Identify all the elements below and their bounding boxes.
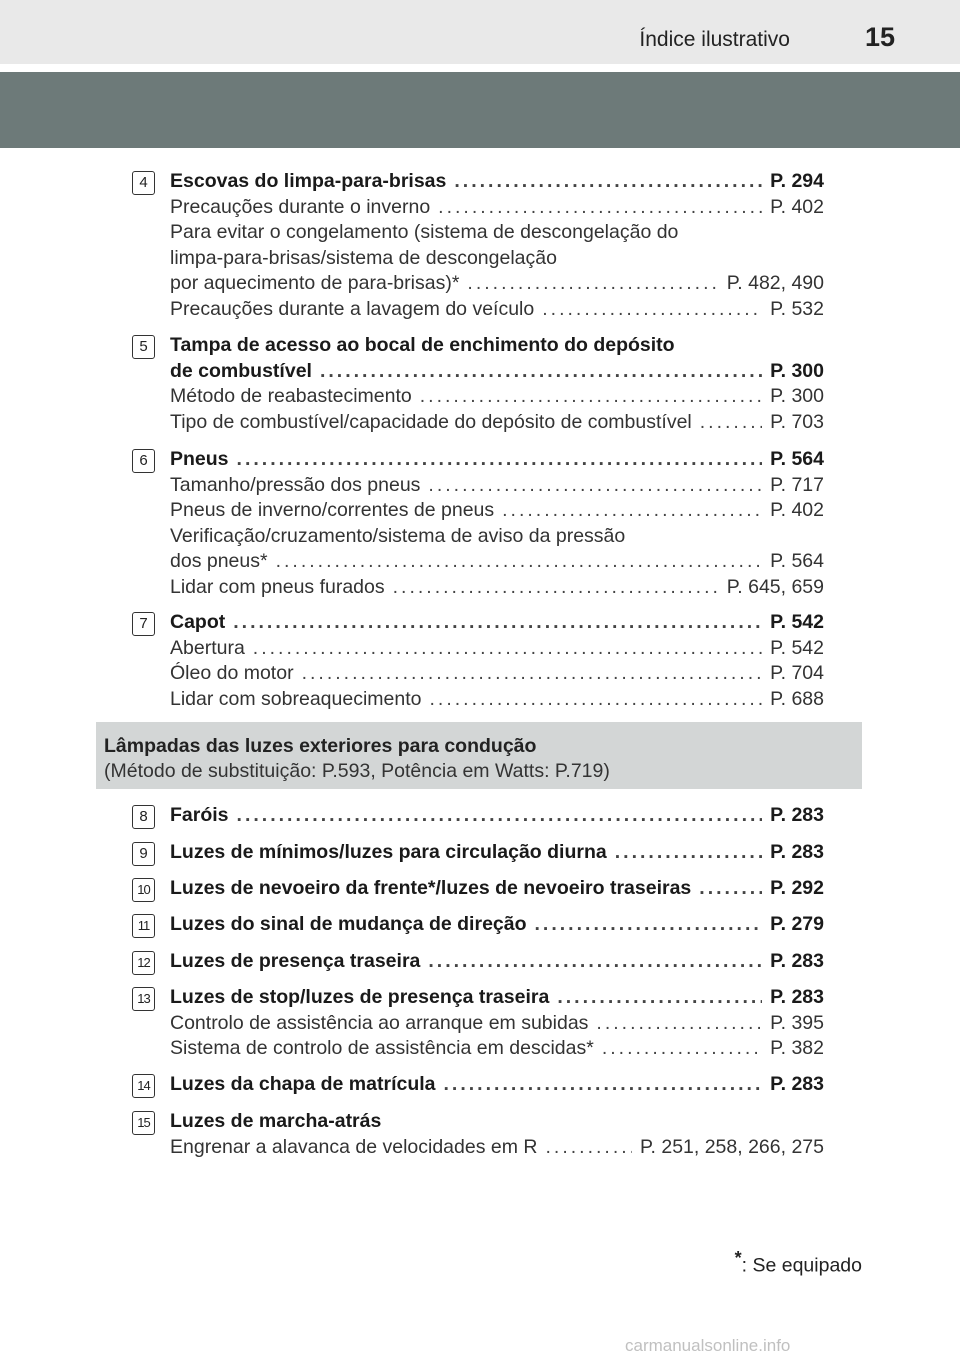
index-entry-main xyxy=(170,1110,824,1136)
item-number: 5 xyxy=(132,335,155,359)
entry-label: Sistema de controlo de assistência em descidas* xyxy=(170,1037,594,1059)
entry-label: Tamanho/pressão dos pneus xyxy=(170,473,421,496)
dot-leader xyxy=(535,913,763,936)
index-entry-sub xyxy=(170,474,824,500)
page-reference: P. 294 xyxy=(770,170,824,192)
page-reference: P. 703 xyxy=(770,410,824,433)
dot-leader xyxy=(542,298,762,321)
entry-label: Engrenar a alavanca de velocidades em R xyxy=(170,1135,538,1158)
footnote-mark: * xyxy=(734,1248,742,1268)
item-number: 12 xyxy=(132,951,155,975)
page-reference: P. 542 xyxy=(770,611,824,633)
index-entry-sub xyxy=(170,688,824,714)
page-number: 15 xyxy=(864,22,896,52)
index-entry-sub xyxy=(170,385,824,411)
dot-leader xyxy=(276,550,763,573)
entry-label: Capot xyxy=(170,611,226,633)
page-reference: P. 283 xyxy=(770,804,824,826)
item-number: 11 xyxy=(132,914,155,938)
item-number: 8 xyxy=(132,805,155,829)
page-reference: P. 283 xyxy=(770,950,824,972)
dot-leader xyxy=(253,637,762,660)
page-reference: P. 532 xyxy=(770,297,824,320)
illustration-band xyxy=(0,72,960,148)
dot-leader xyxy=(596,1012,762,1035)
page-reference: P. 300 xyxy=(770,359,824,382)
item-number: 9 xyxy=(132,842,155,866)
page-reference: P. 564 xyxy=(770,448,824,470)
page-reference: P. 402 xyxy=(770,195,824,218)
item-number: 4 xyxy=(132,171,155,195)
page-reference: P. 688 xyxy=(770,687,824,710)
page-reference: P. 395 xyxy=(770,1011,824,1034)
entry-label: Luzes de presença traseira xyxy=(170,950,421,972)
entry-label: Pneus xyxy=(170,448,229,470)
index-entry-sub xyxy=(170,499,824,525)
item-number: 14 xyxy=(132,1074,155,1098)
entry-label: Controlo de assistência ao arranque em subidas xyxy=(170,1011,589,1034)
index-entry-sub xyxy=(170,247,824,273)
dot-leader xyxy=(700,411,762,434)
entry-label: Lidar com pneus furados xyxy=(170,575,385,598)
page-reference: P. 283 xyxy=(770,841,824,863)
dot-leader xyxy=(502,499,762,522)
entry-label: por aquecimento de para-brisas)* xyxy=(170,272,460,294)
index-entry-sub xyxy=(170,525,824,551)
dot-leader xyxy=(320,360,762,383)
item-number: 6 xyxy=(132,449,155,473)
item-number: 13 xyxy=(132,987,155,1011)
lamps-section-title: Lâmpadas das luzes exteriores para condução xyxy=(104,735,537,757)
page-reference: P. 292 xyxy=(770,877,824,899)
dot-leader xyxy=(438,196,762,219)
dot-leader xyxy=(699,877,762,900)
page-reference: P. 704 xyxy=(770,662,824,684)
index-entry-main xyxy=(170,986,824,1012)
item-number: 15 xyxy=(132,1111,155,1135)
index-entry-sub xyxy=(170,196,824,222)
entry-label: Luzes da chapa de matrícula xyxy=(170,1073,436,1095)
index-entry-main xyxy=(170,334,824,360)
page-reference: P. 645, 659 xyxy=(726,575,824,598)
entry-label: Para evitar o congelamento (sistema de descongelação do xyxy=(170,221,679,243)
index-entry-main xyxy=(170,804,824,830)
index-entry-main xyxy=(170,448,824,474)
footnote xyxy=(735,1248,862,1278)
entry-label: Luzes de mínimos/luzes para circulação diurna xyxy=(170,841,607,863)
index-entry-main xyxy=(170,1073,824,1099)
entry-label: Luzes de nevoeiro da frente*/luzes de nevoeiro traseiras xyxy=(170,877,692,899)
index-entry-sub xyxy=(170,298,824,324)
entry-label: Tipo de combustível/capacidade do depósito de combustível xyxy=(170,410,692,433)
index-entry-sub xyxy=(170,1037,824,1063)
page-reference: P. 542 xyxy=(770,636,824,659)
entry-label: Método de reabastecimento xyxy=(170,385,412,407)
entry-label: Óleo do motor xyxy=(170,662,294,684)
index-entry-main xyxy=(170,170,824,196)
entry-label: Faróis xyxy=(170,804,229,826)
dot-leader xyxy=(444,1073,763,1096)
dot-leader xyxy=(237,448,763,471)
dot-leader xyxy=(302,662,763,685)
dot-leader xyxy=(420,385,762,408)
page-reference: P. 251, 258, 266, 275 xyxy=(640,1135,824,1158)
page-reference: P. 279 xyxy=(770,913,824,935)
header-strip xyxy=(0,0,960,64)
index-entry-sub xyxy=(170,637,824,663)
entry-label: limpa-para-brisas/sistema de descongelação xyxy=(170,246,557,269)
entry-label: de combustível xyxy=(170,359,312,382)
page-reference: P. 482, 490 xyxy=(726,272,824,294)
index-entry-main xyxy=(170,841,824,867)
dot-leader xyxy=(428,474,762,497)
page-reference: P. 402 xyxy=(770,499,824,521)
index-entry-sub xyxy=(170,221,824,247)
index-entry-sub xyxy=(170,662,824,688)
entry-label: Pneus de inverno/correntes de pneus xyxy=(170,499,495,521)
entry-label: Verificação/cruzamento/sistema de aviso da pressão xyxy=(170,524,626,547)
footnote-text: : Se equipado xyxy=(741,1254,862,1277)
dot-leader xyxy=(393,576,719,599)
page-reference: P. 717 xyxy=(770,473,824,496)
index-entry-main xyxy=(170,950,824,976)
entry-label: Precauções durante a lavagem do veículo xyxy=(170,297,535,320)
page-reference: P. 283 xyxy=(770,1073,824,1095)
dot-leader xyxy=(233,611,762,634)
index-entry-main xyxy=(170,913,824,939)
entry-label: Lidar com sobreaquecimento xyxy=(170,687,422,710)
dot-leader xyxy=(467,272,718,295)
entry-label: dos pneus* xyxy=(170,550,268,572)
page-reference: P. 564 xyxy=(770,550,824,572)
entry-label: Escovas do limpa-para-brisas xyxy=(170,170,447,192)
page-title: Índice ilustrativo xyxy=(639,28,790,51)
dot-leader xyxy=(429,688,762,711)
index-entry-sub xyxy=(170,411,824,437)
entry-label: Precauções durante o inverno xyxy=(170,195,431,218)
entry-label: Luzes de stop/luzes de presença traseira xyxy=(170,986,550,1008)
page-reference: P. 300 xyxy=(770,385,824,407)
item-number: 7 xyxy=(132,612,155,636)
index-entry-sub xyxy=(170,1012,824,1038)
dot-leader xyxy=(428,950,762,973)
index-entry-main xyxy=(170,360,824,386)
entry-label: Tampa de acesso ao bocal de enchimento do depósito xyxy=(170,334,675,356)
dot-leader xyxy=(602,1037,762,1060)
item-number: 10 xyxy=(132,878,155,902)
entry-label: Luzes do sinal de mudança de direção xyxy=(170,913,527,935)
index-entry-main xyxy=(170,877,824,903)
dot-leader xyxy=(557,986,762,1009)
entry-label: Abertura xyxy=(170,636,245,659)
dot-leader xyxy=(454,170,762,193)
page-reference: P. 283 xyxy=(770,986,824,1008)
index-entry-sub xyxy=(170,550,824,576)
page-reference: P. 382 xyxy=(770,1037,824,1059)
lamps-section-note: (Método de substituição: P.593, Potência em Watts: P.719) xyxy=(104,760,610,782)
dot-leader xyxy=(237,804,763,827)
watermark: carmanualsonline.info xyxy=(625,1336,791,1355)
lamps-section-header xyxy=(96,722,862,789)
index-entry-sub xyxy=(170,1136,824,1162)
dot-leader xyxy=(615,841,762,864)
index-entry-main xyxy=(170,611,824,637)
entry-label: Luzes de marcha-atrás xyxy=(170,1110,382,1132)
dot-leader xyxy=(545,1136,632,1159)
index-entry-sub xyxy=(170,576,824,602)
index-entry-sub xyxy=(170,272,824,298)
